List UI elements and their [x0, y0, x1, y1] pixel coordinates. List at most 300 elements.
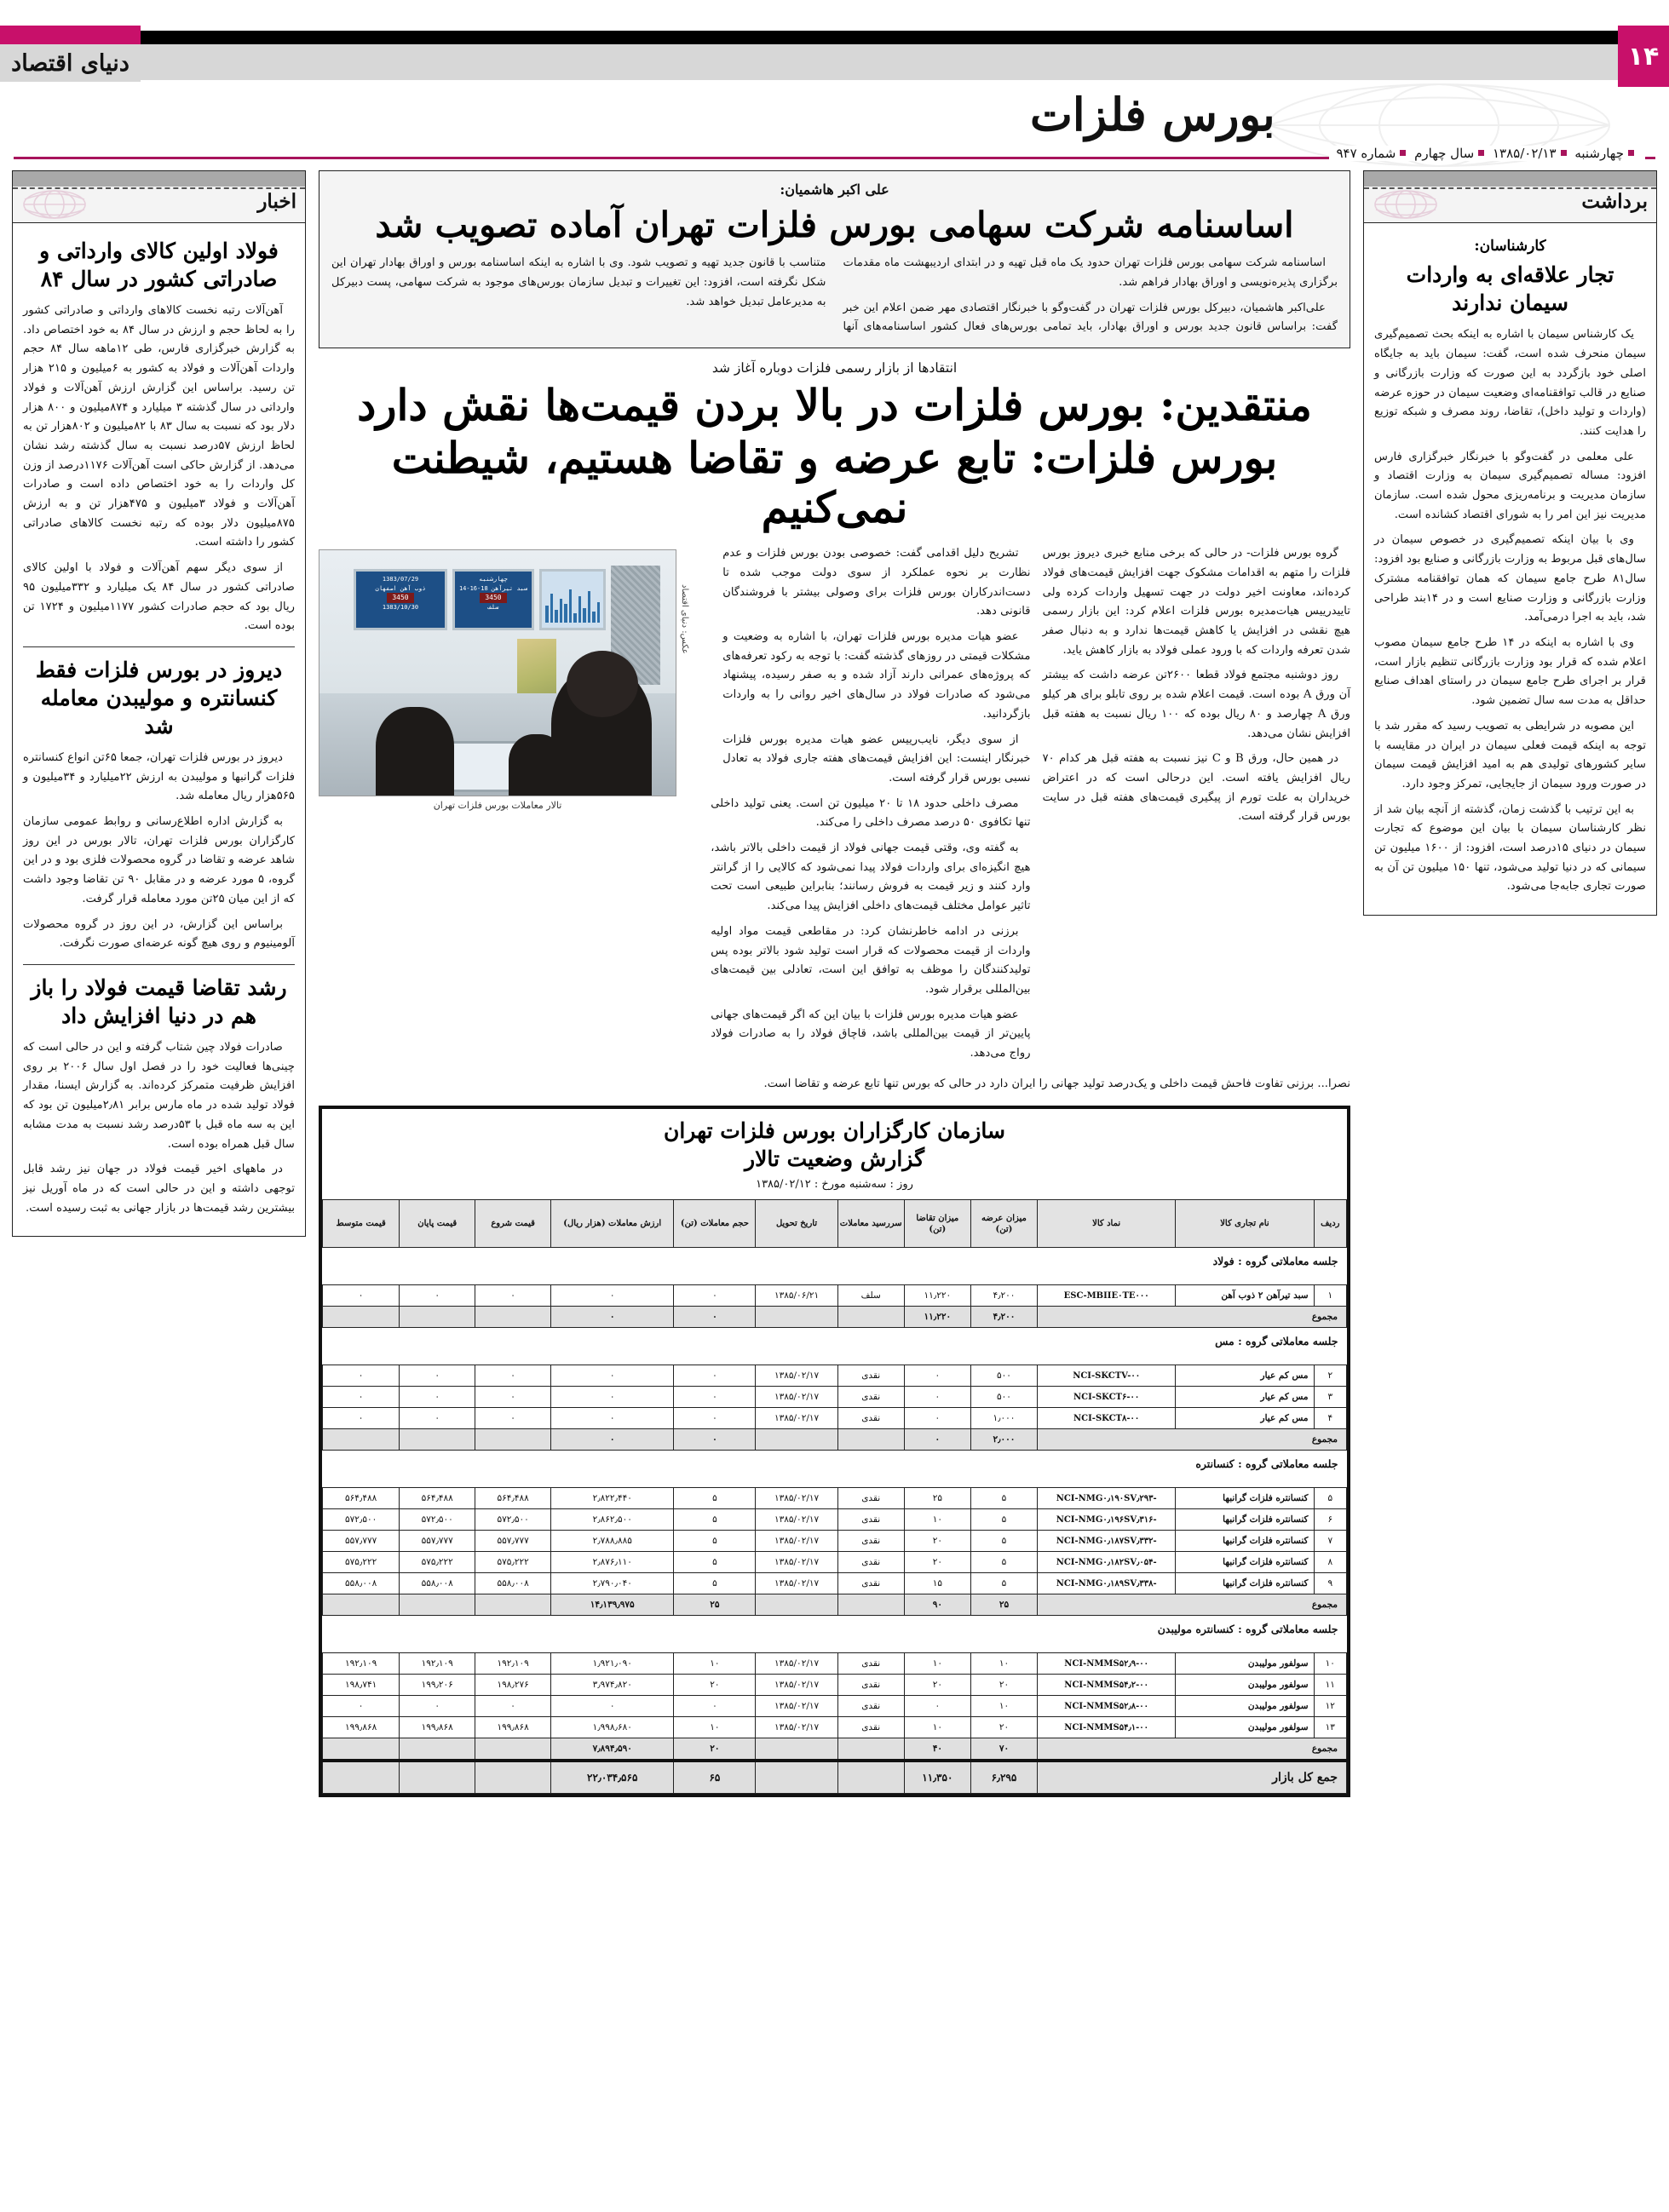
cell-subtotal-demand: ۹۰	[904, 1594, 970, 1616]
table-title-block	[322, 1109, 1347, 1199]
col-header: میزان عرضه (تن)	[970, 1200, 1037, 1248]
cell-open-price: ۵۵۸٫۰۰۸	[475, 1573, 551, 1594]
globe-icon	[1373, 190, 1439, 219]
cell-row-number: ۱۱	[1314, 1675, 1346, 1696]
cell-row-number: ۱۲	[1314, 1696, 1346, 1717]
lead-headline: اساسنامه شرکت سهامی بورس فلزات تهران آماده تصویب شد	[375, 204, 1294, 245]
cell-close-price: ۰	[400, 1285, 475, 1307]
paragraph: گروه بورس فلزات- در حالی که برخی منابع خبری دیروز بورس فلزات را متهم به اقدامات مشکوک جهت افزایش قیمت‌های فولاد کرده‌اند، معاونت اخیر دولت در جهت تسهیل واردات کرده ولی تاییدرییس هیات‌مدیره بورس فلزات اعلام کرد: این بازار رسمی هیچ نقشی در افزایش یا کاهش قیمت‌ها ندارد و به دنبال صفر شدن تعرفه واردات که با ورود عملی فولاد به بازار کاهش یاید.	[1042, 547, 1350, 657]
col-header: ارزش معاملات (هزار ریال)	[551, 1200, 674, 1248]
cell-value: ۱٫۹۲۱٫۰۹۰	[551, 1653, 674, 1675]
cell-avg-price: ۵۵۷٫۷۷۷	[323, 1531, 400, 1552]
cell-row-number: ۹	[1314, 1573, 1346, 1594]
paragraph: عضو هیات مدیره بورس فلزات با بیان این که اگر قیمت‌های جهانی پایین‌تر از قیمت بین‌المللی باشد، قاچاق فولاد را به صادرات فولاد رواج می‌دهد.	[711, 1008, 1031, 1060]
col-header: نماد کالا	[1038, 1200, 1176, 1248]
paragraph: برزنی در ادامه خاطرنشان کرد: در مقاطعی قیمت مواد اولیه واردات از قیمت محصولات که قرار است تولید شود بالاتر بوده پس تولیدکنندگان را موظف به توافق این است، تعادلی بین قیمت‌های بین‌المللی برقرار شود.	[711, 924, 1031, 996]
dateline-issue: شماره ۹۴۷	[1336, 146, 1396, 161]
cell-close-price: ۵۶۴٫۴۸۸	[400, 1488, 475, 1509]
left-sidebar-column	[12, 170, 306, 2203]
table-title-line2: گزارش وضعیت تالار	[745, 1146, 924, 1171]
col-header: قیمت متوسط	[323, 1200, 400, 1248]
cell-subtotal-value: ۰	[551, 1429, 674, 1451]
cell-value: ۰	[551, 1696, 674, 1717]
news-item	[23, 237, 295, 636]
cell-value: ۱٫۹۹۸٫۶۸۰	[551, 1717, 674, 1738]
cell-commodity-name: کنسانتره فلزات گرانبها	[1176, 1509, 1314, 1531]
feature-body-column	[1031, 544, 1350, 833]
cell-avg-price: ۱۹۲٫۱۰۹	[323, 1653, 400, 1675]
cell-commodity-symbol: NCI-SKCT۶-۰۰	[1038, 1387, 1176, 1408]
cell-avg-price: ۱۹۸٫۷۴۱	[323, 1675, 400, 1696]
table-group-label: جلسه معاملاتی گروه : فولاد	[323, 1248, 1347, 1285]
cell-demand: ۰	[904, 1387, 970, 1408]
cell-open-price: ۵۷۵٫۲۲۲	[475, 1552, 551, 1573]
cell-commodity-name: کنسانتره فلزات گرانبها	[1176, 1531, 1314, 1552]
table-row	[323, 1488, 1347, 1509]
cell-avg-price: ۵۵۸٫۰۰۸	[323, 1573, 400, 1594]
cell-empty	[400, 1738, 475, 1761]
paragraph: اساسنامه شرکت سهامی بورس فلزات تهران حدود یک ماه قبل تهیه و در ابتدای اردیبهشت ماه مقدمات برگزاری پذیره‌نویسی و اوراق بهادار فراهم شد.	[843, 256, 1338, 290]
feature-body-column	[711, 795, 1030, 1070]
table-grand-total-row	[323, 1761, 1347, 1794]
cell-avg-price: ۵۷۲٫۵۰۰	[323, 1509, 400, 1531]
cell-maturity: نقدی	[837, 1552, 904, 1573]
cell-commodity-name: کنسانتره فلزات گرانبها	[1176, 1552, 1314, 1573]
cell-open-price: ۱۹۸٫۲۷۶	[475, 1675, 551, 1696]
cell-grand-total-supply: ۶٫۲۹۵	[970, 1761, 1037, 1794]
main-column	[319, 170, 1350, 2203]
cell-open-price: ۱۹۹٫۸۶۸	[475, 1717, 551, 1738]
cell-empty	[400, 1594, 475, 1616]
cell-row-number: ۴	[1314, 1408, 1346, 1429]
table-row	[323, 1387, 1347, 1408]
photo-person-head	[567, 651, 638, 717]
section-tab-label: برداشت	[1581, 190, 1648, 213]
cell-demand: ۱۰	[904, 1717, 970, 1738]
table-group-row	[323, 1451, 1347, 1488]
cell-avg-price: ۵۷۵٫۲۲۲	[323, 1552, 400, 1573]
cell-empty	[837, 1594, 904, 1616]
page-section-title: بورس فلزات	[1030, 89, 1275, 141]
section-tab-bardasht	[1363, 170, 1657, 223]
cell-supply: ۲۰	[970, 1675, 1037, 1696]
cell-maturity: نقدی	[837, 1675, 904, 1696]
cell-close-price: ۱۹۹٫۲۰۶	[400, 1675, 475, 1696]
cell-subtotal-volume: ۰	[674, 1307, 756, 1328]
cell-subtotal-demand: ۴۰	[904, 1738, 970, 1761]
cell-delivery-date: ۱۳۸۵/۰۲/۱۷	[756, 1696, 837, 1717]
cell-commodity-symbol: NCI-SKCT۸-۰۰	[1038, 1408, 1176, 1429]
cell-value: ۲٫۷۹۰٫۰۴۰	[551, 1573, 674, 1594]
bardasht-eyebrow: کارشناسان:	[1474, 238, 1546, 255]
cell-volume: ۰	[674, 1408, 756, 1429]
cell-supply: ۵	[970, 1552, 1037, 1573]
table-row	[323, 1408, 1347, 1429]
table-row	[323, 1653, 1347, 1675]
news-headline: دیروز در بورس فلزات فقط کنسانتره و مولیبدن معامله شد	[35, 657, 283, 738]
cell-open-price: ۵۵۷٫۷۷۷	[475, 1531, 551, 1552]
paragraph: از سوی دیگر سهم آهن‌آلات و فولاد با اولین کالای صادراتی کشور در سال ۸۴ یک میلیارد و ۳۳۲میلیون ۹۵ ریال بود که حجم صادرات کشور ۱۱۷۷میلیون و ۱۷۲۴ تن بوده است.	[23, 561, 296, 633]
cell-empty	[837, 1429, 904, 1451]
cell-commodity-name: سبد تیرآهن ۲ ذوب آهن	[1176, 1285, 1314, 1307]
cell-close-price: ۰	[400, 1696, 475, 1717]
globe-icon	[21, 190, 88, 219]
dateline-date: ۱۳۸۵/۰۲/۱۳	[1492, 146, 1557, 161]
paragraph: عضو هیات مدیره بورس فلزات تهران، با اشاره به وضعیت و مشکلات قیمتی در روزهای گذشته گفت: با توجه به رکود تعرفه‌های که پروژه‌های عمرانی دارند آزاد شده و به صفر رسیده، پیشنهاد می‌شود که صادرات فولاد در سال‌های اخیر روانی را به واردات بازگردانید.	[722, 630, 1031, 721]
cell-open-price: ۰	[475, 1696, 551, 1717]
cell-avg-price: ۰	[323, 1285, 400, 1307]
cell-delivery-date: ۱۳۸۵/۰۲/۱۷	[756, 1573, 837, 1594]
feature-headline	[319, 381, 1350, 532]
table-row	[323, 1509, 1347, 1531]
table-row	[323, 1573, 1347, 1594]
cell-empty	[756, 1761, 837, 1794]
cell-delivery-date: ۱۳۸۵/۰۲/۱۷	[756, 1365, 837, 1387]
cell-volume: ۵	[674, 1552, 756, 1573]
cell-commodity-symbol: NCI-NMMS۵۲٫۹-۰۰	[1038, 1653, 1176, 1675]
market-table-body	[323, 1248, 1347, 1794]
masthead-grey-bar	[0, 44, 1618, 80]
cell-empty	[323, 1307, 400, 1328]
cell-close-price: ۵۷۵٫۲۲۲	[400, 1552, 475, 1573]
col-header: تاریخ تحویل	[756, 1200, 837, 1248]
photo-bar-chart	[545, 585, 600, 623]
cell-value: ۳٫۹۷۴٫۸۲۰	[551, 1675, 674, 1696]
cell-row-number: ۳	[1314, 1387, 1346, 1408]
cell-demand: ۲۰	[904, 1675, 970, 1696]
publication-logo: دنیای اقتصاد	[0, 44, 141, 82]
cell-demand: ۱۵	[904, 1573, 970, 1594]
cell-commodity-name: سولفور مولیبدن	[1176, 1675, 1314, 1696]
bardasht-article	[1363, 223, 1657, 916]
cell-demand: ۱۰	[904, 1653, 970, 1675]
paragraph: به این ترتیب با گذشت زمان، گذشته از آنچه بیان شد از نظر کارشناسان سیمان با بیان این موضوع که تجارت سیمان در دنیای ۱۵درصد است، افزود: از ۱۶۰۰ میلیون تن سیمانی که در دنیا تولید می‌شود، تنها ۱۵۰ میلیون تن آن به صورت تجاری جابه‌جا می‌شود.	[1374, 802, 1646, 893]
cell-empty	[837, 1738, 904, 1761]
news-headline: رشد تقاضا قیمت فولاد را باز هم در دنیا افزایش داد	[31, 974, 287, 1028]
cell-empty	[323, 1594, 400, 1616]
cell-maturity: نقدی	[837, 1653, 904, 1675]
cell-empty	[323, 1429, 400, 1451]
table-subtotal-row	[323, 1738, 1347, 1761]
cell-maturity: نقدی	[837, 1488, 904, 1509]
table-group-row	[323, 1248, 1347, 1285]
cell-avg-price: ۱۹۹٫۸۶۸	[323, 1717, 400, 1738]
table-group-row	[323, 1328, 1347, 1365]
cell-commodity-symbol: NCI-NMMS۵۴٫۱-۰۰	[1038, 1717, 1176, 1738]
cell-demand: ۲۵	[904, 1488, 970, 1509]
section-tab-label: اخبار	[257, 190, 296, 213]
cell-subtotal-label: مجموع	[1038, 1307, 1347, 1328]
news-item	[23, 656, 295, 954]
cell-delivery-date: ۱۳۸۵/۰۲/۱۷	[756, 1387, 837, 1408]
cell-supply: ۵	[970, 1509, 1037, 1531]
dateline	[1329, 146, 1645, 161]
cell-open-price: ۵۷۲٫۵۰۰	[475, 1509, 551, 1531]
feature-photo-wrap	[319, 549, 689, 812]
cell-empty	[756, 1307, 837, 1328]
paragraph: مصرف داخلی حدود ۱۸ تا ۲۰ میلیون تن است. یعنی تولید داخلی تنها تکافوی ۵۰ درصد مصرف داخلی را می‌کند.	[711, 796, 1031, 830]
cell-volume: ۵	[674, 1573, 756, 1594]
cell-maturity: نقدی	[837, 1387, 904, 1408]
cell-subtotal-value: ۷٫۸۹۴٫۵۹۰	[551, 1738, 674, 1761]
feature-headline-line1: منتقدین: بورس فلزات در بالا بردن قیمت‌ها نقش دارد	[357, 380, 1312, 431]
cell-delivery-date: ۱۳۸۵/۰۲/۱۷	[756, 1675, 837, 1696]
cell-maturity: نقدی	[837, 1408, 904, 1429]
col-header: سررسید معاملات	[837, 1200, 904, 1248]
cell-commodity-symbol: NCI-NMMS۵۲٫۸-۰۰	[1038, 1696, 1176, 1717]
cell-delivery-date: ۱۳۸۵/۰۲/۱۷	[756, 1717, 837, 1738]
page-number-badge: ۱۴	[1618, 26, 1669, 87]
paragraph: در ماههای اخیر قیمت فولاد در جهان نیز رشد قابل توجهی داشته و این در حالی است که در ماه آوریل نیز بیشترین رشد قیمت‌ها در بازار جهانی به ثبت رسیده است.	[23, 1163, 295, 1215]
col-header: ردیف	[1314, 1200, 1346, 1248]
table-row	[323, 1717, 1347, 1738]
cell-subtotal-label: مجموع	[1038, 1429, 1347, 1451]
trading-floor-photo	[319, 549, 689, 796]
paragraph: علی‌اکبر هاشمیان، دبیرکل بورس فلزات تهران در گفت‌وگو با خبرنگار اقتصادی مهر ضمن اعلام این خبر گفت: براساس قانون جدید بورس و اوراق بهادار، باید تمامی بورس‌های فعال کشور اساسنامه‌های آنها متناسب با قانون جدید تهیه و تصویب شود. وی با اشاره به اینکه اساسنامه بورس و اوراق بهادار تهران این شکل نگرفته است، افزود: این تغییرات و تبدیل سازمان بورس‌های موجود به شرکت سهامی، پست دبیرکل به مدیرعامل تبدیل خواهد شد.	[331, 256, 1338, 334]
cell-open-price: ۱۹۲٫۱۰۹	[475, 1653, 551, 1675]
feature-kicker: انتقادها از بازار رسمی فلزات دوباره آغاز شد	[711, 360, 958, 376]
cell-demand: ۲۰	[904, 1531, 970, 1552]
cell-empty	[475, 1307, 551, 1328]
cell-empty	[475, 1594, 551, 1616]
cell-commodity-symbol: NCI-NMG۰٫۱۹۰SV٫۲۹۳-	[1038, 1488, 1176, 1509]
table-group-label: جلسه معاملاتی گروه : کنسانتره	[323, 1451, 1347, 1488]
lead-article	[319, 170, 1350, 348]
right-sidebar-column	[1363, 170, 1657, 2203]
cell-commodity-name: سولفور مولیبدن	[1176, 1653, 1314, 1675]
cell-value: ۲٫۸۲۲٫۴۴۰	[551, 1488, 674, 1509]
cell-row-number: ۶	[1314, 1509, 1346, 1531]
cell-volume: ۱۰	[674, 1717, 756, 1738]
cell-close-price: ۰	[400, 1408, 475, 1429]
cell-empty	[400, 1307, 475, 1328]
table-row	[323, 1531, 1347, 1552]
cell-subtotal-supply: ۷۰	[970, 1738, 1037, 1761]
cell-empty	[756, 1738, 837, 1761]
cell-subtotal-value: ۱۴٫۱۳۹٫۹۷۵	[551, 1594, 674, 1616]
table-title-line1: سازمان کارگزاران بورس فلزات تهران	[664, 1118, 1005, 1144]
section-tab-akhbar	[12, 170, 306, 223]
paragraph: صادرات فولاد چین شتاب گرفته و این در حالی است که چینی‌ها فعالیت خود را در فصل اول سال ۲۰۰۶ بر روی افزایش ظرفیت متمرکز کرده‌اند. به گزارش ایسنا، مقدار فولاد تولید شده در ماه مارس برابر ۲٫۸۱میلیون تن بود که این به سه ماه قبل با ۵۳درصد رشد نسبت به مدت مشابه سال قبل همراه بوده است.	[23, 1040, 296, 1151]
paragraph: آهن‌آلات رتبه نخست کالاهای وارداتی و صادراتی کشور را به لحاظ حجم و ارزش در سال ۸۴ به خود اختصاص داد. به گزارش خبرگزاری فارس، طی ۱۲ماهه سال ۸۴ حجم واردات آهن‌آلات و فولاد به کشور به ۶میلیون و ۲۱۵ هزار تن رسید. براساس این گزارش ارزش آهن‌آلات و فولاد وارداتی در سال گذشته ۳ میلیارد و ۸۷۴میلیون و ۸۰۰ هزار دلار بود که نسبت به سال ۸۳ با ۸۲میلیون و ۸۰۲هزار تن به لحاظ ارزش ۵۷درصد نسبت به سال گذشته رشد نشان می‌دهد. از گزارش حاکی است آهن‌آلات ۱۱۷۶درصد از وزن کل واردات را به خود اختصاص داده است و صادرات آهن‌آلات و فولاد ۳میلیون و ۴۷۵هزار تن و به ارزش ۸۷۵میلیون دلار بوده که رتبه نخست کالاهای صادراتی کشور را داشته است.	[23, 304, 296, 549]
cell-commodity-symbol: NCI-NMG۰٫۱۹۶SV٫۳۱۶-	[1038, 1509, 1176, 1531]
news-item	[23, 974, 295, 1218]
photo-chart-screen	[539, 569, 606, 630]
paragraph: روز دوشنبه مجتمع فولاد قطعا ۲۶۰۰تن عرضه داشت که بیشتر آن ورق A بوده است. قیمت اعلام شده بر روی تابلو برای هر کیلو ورق A چهارصد و ۸۰ ریال بوده که ۱۰۰ ریال نسبت به هفته قبل افزایش نشان می‌دهد.	[1042, 669, 1350, 740]
bardasht-body	[1374, 325, 1646, 897]
page-body	[12, 170, 1657, 2203]
cell-volume: ۰	[674, 1387, 756, 1408]
cell-subtotal-value: ۰	[551, 1307, 674, 1328]
cell-empty	[475, 1429, 551, 1451]
cell-commodity-name: مس کم عیار	[1176, 1365, 1314, 1387]
cell-delivery-date: ۱۳۸۵/۰۶/۲۱	[756, 1285, 837, 1307]
feature-body-column	[711, 544, 1030, 794]
paragraph: در همین حال، ورق B و C نیز نسبت به هفته قبل هر کدام ۷۰ ریال افزایش یافته است. این درحالی است که در اعتراض خریداران به علت تورم از پیگیری قیمت‌های هفته قبل در سایت بورس قرار گرفته است.	[1042, 752, 1350, 824]
cell-demand: ۰	[904, 1696, 970, 1717]
cell-value: ۰	[551, 1285, 674, 1307]
feature-closing: نصرا... برزنی تفاوت فاحش قیمت داخلی و یک‌درصد تولید جهانی را ایران دارد در حالی که بورس تنها تابع عرضه و تقاضا است.	[763, 1077, 1350, 1090]
cell-commodity-name: مس کم عیار	[1176, 1387, 1314, 1408]
cell-value: ۲٫۸۶۲٫۵۰۰	[551, 1509, 674, 1531]
cell-volume: ۰	[674, 1365, 756, 1387]
cell-empty	[400, 1429, 475, 1451]
photo-display-screen: 1383/07/29 ذوب آهن اصفهان 3450 1383/10/30	[354, 569, 447, 630]
photo-display-screen: چهارشنبه سبد تیرآهن 18-16-14 3450 سلف	[452, 569, 534, 630]
table-group-row	[323, 1616, 1347, 1653]
paragraph: یک کارشناس سیمان با اشاره به اینکه بحث تصمیم‌گیری سیمان منحرف شده است، گفت: سیمان باید به جایگاه اصلی خود بازگردد به این صورت که وزارت بازرگانی و صنایع در قالب توافقنامه‌ای وضعیت سیمان در حوزه عرضه (واردات و تولید داخل)، تقاضا، روند مصرف و شبکه توزیع را هدایت کنند.	[1374, 328, 1646, 438]
cell-commodity-name: سولفور مولیبدن	[1176, 1696, 1314, 1717]
masthead-black-bar	[0, 31, 1669, 44]
cell-supply: ۵	[970, 1488, 1037, 1509]
cell-empty	[475, 1761, 551, 1794]
cell-close-price: ۵۵۷٫۷۷۷	[400, 1531, 475, 1552]
cell-delivery-date: ۱۳۸۵/۰۲/۱۷	[756, 1488, 837, 1509]
cell-open-price: ۰	[475, 1285, 551, 1307]
cell-value: ۰	[551, 1387, 674, 1408]
news-headline: فولاد اولین کالای وارداتی و صادراتی کشور در سال ۸۴	[39, 238, 279, 291]
cell-value: ۰	[551, 1365, 674, 1387]
cell-subtotal-supply: ۲۵	[970, 1594, 1037, 1616]
col-header: حجم معاملات (تن)	[674, 1200, 756, 1248]
cell-demand: ۱۰	[904, 1509, 970, 1531]
table-date: روز : سه‌شنبه مورخ : ۱۳۸۵/۰۲/۱۲	[756, 1178, 913, 1192]
cell-commodity-symbol: NCI-NMG۰٫۱۸۲SV٫۰۵۴-	[1038, 1552, 1176, 1573]
cell-subtotal-volume: ۰	[674, 1429, 756, 1451]
cell-supply: ۱٫۰۰۰	[970, 1408, 1037, 1429]
cell-supply: ۱۰	[970, 1696, 1037, 1717]
cell-subtotal-demand: ۰	[904, 1429, 970, 1451]
paragraph: به گفته وی، وقتی قیمت جهانی فولاد از قیمت داخلی بالاتر باشد، هیچ انگیزه‌ای برای واردات فولاد پیدا نمی‌شود که کالایی را از گرانتر وارد کنند و زیر قیمت به فروش رسانند؛ بنابراین طبیعی است تحت تاثیر عوامل مختلف قیمت‌های داخلی افزایش پیدا می‌کند.	[711, 842, 1031, 913]
cell-avg-price: ۰	[323, 1408, 400, 1429]
paragraph: وی با اشاره به اینکه در ۱۴ طرح جامع سیمان مصوب اعلام شده که قرار بود وزارت بازرگانی تنظیم بازار است، قرار بر اجرای طرح جامع سیمان در راستای اهداف صنایع حداقل به مدت سه سال تضمین شود.	[1374, 635, 1646, 708]
cell-empty	[837, 1307, 904, 1328]
cell-commodity-name: کنسانتره فلزات گرانبها	[1176, 1573, 1314, 1594]
table-header-row	[323, 1200, 1347, 1248]
cell-commodity-symbol: NCI-NMMS۵۴٫۲-۰۰	[1038, 1675, 1176, 1696]
cell-grand-total-label: جمع کل بازار	[1038, 1761, 1347, 1794]
table-row	[323, 1365, 1347, 1387]
cell-avg-price: ۰	[323, 1696, 400, 1717]
cell-open-price: ۵۶۴٫۴۸۸	[475, 1488, 551, 1509]
cell-volume: ۰	[674, 1285, 756, 1307]
cell-commodity-name: مس کم عیار	[1176, 1408, 1314, 1429]
cell-delivery-date: ۱۳۸۵/۰۲/۱۷	[756, 1531, 837, 1552]
cell-empty	[475, 1738, 551, 1761]
cell-commodity-name: سولفور مولیبدن	[1176, 1717, 1314, 1738]
cell-maturity: نقدی	[837, 1717, 904, 1738]
cell-subtotal-label: مجموع	[1038, 1594, 1347, 1616]
cell-delivery-date: ۱۳۸۵/۰۲/۱۷	[756, 1408, 837, 1429]
bardasht-headline: تجار علاقه‌ای به واردات سیمان ندارند	[1406, 262, 1614, 316]
cell-empty	[400, 1761, 475, 1794]
dateline-weekday: چهارشنبه	[1574, 146, 1624, 161]
lead-eyebrow: علی اکبر هاشمیان:	[780, 181, 889, 198]
cell-volume: ۵	[674, 1488, 756, 1509]
cell-volume: ۰	[674, 1696, 756, 1717]
cell-row-number: ۱۳	[1314, 1717, 1346, 1738]
feature-headline-line2: بورس فلزات: تابع عرضه و تقاضا هستیم، شیطنت نمی‌کنیم	[391, 433, 1278, 533]
cell-close-price: ۵۷۲٫۵۰۰	[400, 1509, 475, 1531]
cell-supply: ۵۰۰	[970, 1365, 1037, 1387]
cell-close-price: ۰	[400, 1365, 475, 1387]
col-header: میزان تقاضا (تن)	[904, 1200, 970, 1248]
cell-close-price: ۵۵۸٫۰۰۸	[400, 1573, 475, 1594]
cell-supply: ۵	[970, 1531, 1037, 1552]
cell-volume: ۵	[674, 1531, 756, 1552]
cell-commodity-symbol: NCI-NMG۰٫۱۸۷SV٫۳۳۲-	[1038, 1531, 1176, 1552]
cell-supply: ۴٫۲۰۰	[970, 1285, 1037, 1307]
cell-open-price: ۰	[475, 1365, 551, 1387]
col-header: نام تجاری کالا	[1176, 1200, 1314, 1248]
feature-article	[319, 360, 1350, 1094]
cell-open-price: ۰	[475, 1387, 551, 1408]
cell-subtotal-volume: ۲۵	[674, 1594, 756, 1616]
cell-subtotal-volume: ۲۰	[674, 1738, 756, 1761]
cell-delivery-date: ۱۳۸۵/۰۲/۱۷	[756, 1653, 837, 1675]
cell-supply: ۵	[970, 1573, 1037, 1594]
cell-commodity-symbol: ESC-MBIIE۰TE۰۰۰	[1038, 1285, 1176, 1307]
cell-close-price: ۰	[400, 1387, 475, 1408]
cell-supply: ۲۰	[970, 1717, 1037, 1738]
photo-person	[376, 707, 454, 796]
paragraph: براساس این گزارش، در این روز در گروه محصولات آلومینیوم و روی هیچ گونه عرضه‌ای صورت نگرفت.	[23, 917, 295, 951]
cell-avg-price: ۰	[323, 1365, 400, 1387]
divider	[23, 646, 295, 647]
paragraph: وی با بیان اینکه تصمیم‌گیری در خصوص سیمان در سال‌های قبل مربوط به وزارت بازرگانی و صنایع بود افزود: سال۸۱ طرح جامع سیمان که همان توافقنامه مشترک وزارت بازرگانی و وزارت صنایع است و در ۱۴بند طراحی شد، باید به اجرا درمی‌آمد.	[1374, 533, 1647, 624]
cell-commodity-name: کنسانتره فلزات گرانبها	[1176, 1488, 1314, 1509]
paragraph: به گزارش اداره اطلاع‌رسانی و روابط عمومی سازمان کارگزاران بورس فلزات تهران، تالار بورس در این روز شاهد عرضه و تقاضا در گروه محصولات فلزی بود و در این گروه، ۵ مورد عرضه و در مقابل ۹۰ تن تقاضا وجود داشت که از این میان ۲۵تن مورد معامله قرار گرفت.	[23, 815, 296, 905]
cell-commodity-symbol: NCI-NMG۰٫۱۸۹SV٫۳۳۸-	[1038, 1573, 1176, 1594]
masthead	[0, 31, 1669, 82]
cell-maturity: نقدی	[837, 1509, 904, 1531]
cell-empty	[323, 1738, 400, 1761]
cell-demand: ۲۰	[904, 1552, 970, 1573]
cell-row-number: ۸	[1314, 1552, 1346, 1573]
cell-supply: ۵۰۰	[970, 1387, 1037, 1408]
cell-grand-total-demand: ۱۱٫۳۵۰	[904, 1761, 970, 1794]
dateline-year: سال چهارم	[1414, 146, 1475, 161]
table-subtotal-row	[323, 1307, 1347, 1328]
table-row	[323, 1285, 1347, 1307]
cell-volume: ۵	[674, 1509, 756, 1531]
cell-open-price: ۰	[475, 1408, 551, 1429]
cell-subtotal-supply: ۲٫۰۰۰	[970, 1429, 1037, 1451]
table-subtotal-row	[323, 1429, 1347, 1451]
cell-delivery-date: ۱۳۸۵/۰۲/۱۷	[756, 1509, 837, 1531]
cell-row-number: ۷	[1314, 1531, 1346, 1552]
cell-demand: ۱۱٫۲۲۰	[904, 1285, 970, 1307]
paragraph: این مصوبه در شرایطی به تصویب رسید که مقرر شد با توجه به اینکه قیمت فعلی سیمان در ایران در مقایسه با سایر کشورهای تولیدی هم به امید افزایش قیمت سیمان در صورت ورود سیمان از جایجایی، تمرکز وجود دارد.	[1374, 719, 1646, 790]
cell-empty	[756, 1429, 837, 1451]
market-report-table	[319, 1106, 1350, 1797]
cell-close-price: ۱۹۹٫۸۶۸	[400, 1717, 475, 1738]
cell-demand: ۰	[904, 1408, 970, 1429]
cell-maturity: نقدی	[837, 1531, 904, 1552]
cell-value: ۲٫۸۷۶٫۱۱۰	[551, 1552, 674, 1573]
market-table	[322, 1199, 1347, 1794]
photo-credit: عکس: دنیای اقتصاد	[680, 584, 689, 655]
cell-row-number: ۱۰	[1314, 1653, 1346, 1675]
cell-subtotal-label: مجموع	[1038, 1738, 1347, 1761]
cell-commodity-symbol: NCI-SKCTV-۰۰	[1038, 1365, 1176, 1387]
cell-maturity: نقدی	[837, 1365, 904, 1387]
cell-avg-price: ۵۶۴٫۴۸۸	[323, 1488, 400, 1509]
photo-caption: تالار معاملات بورس فلزات تهران	[433, 800, 562, 812]
table-subtotal-row	[323, 1594, 1347, 1616]
cell-row-number: ۱	[1314, 1285, 1346, 1307]
cell-value: ۰	[551, 1408, 674, 1429]
